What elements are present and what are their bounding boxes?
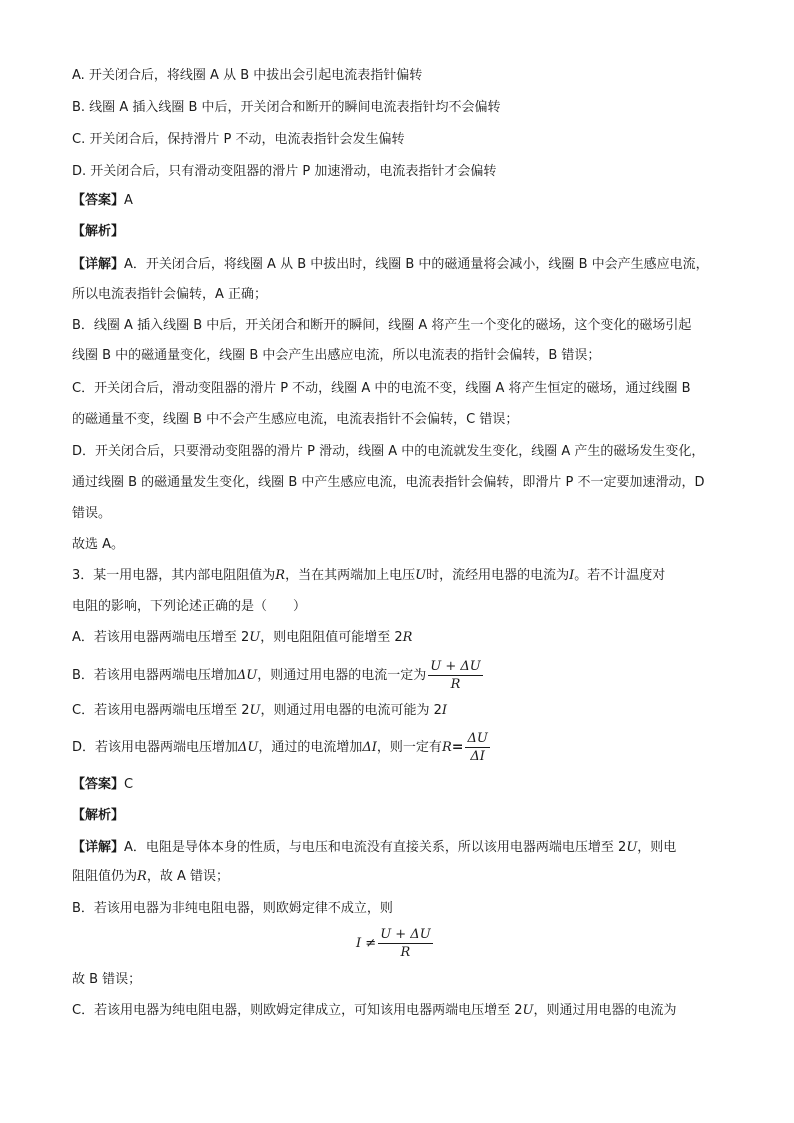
fraction-numerator: U + ΔU xyxy=(430,659,481,674)
var-r: R xyxy=(275,568,286,583)
answer-value: A xyxy=(124,193,133,208)
q3-option-a xyxy=(72,628,412,648)
option-text: ，则电阻阻值可能增至 2 xyxy=(260,630,403,645)
fraction-numerator: U + ΔU xyxy=(380,927,431,942)
var-r: R xyxy=(402,630,413,645)
delta-u: ΔU xyxy=(238,740,259,755)
fraction-denominator: ΔI xyxy=(470,749,485,764)
q2-detail-c-line1: C．开关闭合后，滑动变阻器的滑片 P 不动，线圈 A 中的电流不变，线圈 A 将产生恒定的磁场，通过线圈 B xyxy=(72,381,691,396)
q3-answer xyxy=(72,775,133,795)
q3-detail-a-line2 xyxy=(72,867,229,887)
detail-tag: 【详解】 xyxy=(72,257,125,272)
detail-text: C．若该用电器为纯电阻电器，则欧姆定律成立，可知该用电器两端电压增至 2 xyxy=(72,1003,523,1018)
var-i: I xyxy=(569,568,575,583)
var-u: U xyxy=(249,630,261,645)
option-text: ，则一定有 xyxy=(376,740,442,755)
stem-text: 。若不计温度对 xyxy=(574,568,666,583)
q3-stem-line1 xyxy=(72,566,665,586)
analysis-tag: 【解析】 xyxy=(72,224,125,239)
fraction-denominator: R xyxy=(400,945,411,960)
q3-option-b xyxy=(72,656,485,696)
option-text: C．若该用电器两端电压增至 2 xyxy=(72,703,250,718)
q2-analysis-heading xyxy=(72,222,124,242)
option-text: A．若该用电器两端电压增至 2 xyxy=(72,630,250,645)
option-text: ，则通过用电器的电流一定为 xyxy=(257,668,427,683)
q2-option-c: C. 开关闭合后，保持滑片 P 不动，电流表指针会发生偏转 xyxy=(72,132,405,147)
stem-text: ，当在其两端加上电压 xyxy=(285,568,416,583)
var-r: R xyxy=(441,740,452,755)
option-text: ，则通过用电器的电流可能为 2 xyxy=(260,703,442,718)
detail-text: A．开关闭合后，将线圈 A 从 B 中拔出时，线圈 B 中的磁通量将会减小，线圈 B 中会产生感应电流， xyxy=(124,257,709,272)
q2-detail-b-line1: B．线圈 A 插入线圈 B 中后，开关闭合和断开的瞬间，线圈 A 将产生一个变化的磁场，这个变化的磁场引起 xyxy=(72,318,692,333)
fraction-numerator: ΔU xyxy=(467,731,488,746)
detail-text: A．电阻是导体本身的性质，与电压和电流没有直接关系，所以该用电器两端电压增至 2 xyxy=(124,840,627,855)
q3-option-c xyxy=(72,701,447,721)
q2-conclusion: 故选 A。 xyxy=(72,537,125,552)
q2-detail-c-line2: 的磁通量不变，线圈 B 中不会产生感应电流，电流表指针不会偏转，C 错误； xyxy=(72,412,519,427)
fraction-u-plus-du-over-r xyxy=(428,658,482,693)
q3-detail-b-line1: B．若该用电器为非纯电阻电器，则欧姆定律不成立，则 xyxy=(72,901,393,916)
q2-detail-a-line1 xyxy=(72,255,709,275)
fraction-du-over-di xyxy=(465,730,489,765)
detail-text: ，则通过用电器的电流为 xyxy=(533,1003,677,1018)
var-u: U xyxy=(522,1003,534,1018)
stem-text: 时，流经用电器的电流为 xyxy=(426,568,570,583)
var-i: I xyxy=(356,936,362,951)
not-equal-sign: ≠ xyxy=(365,936,377,951)
q3-stem-line2: 电阻的影响，下列论述正确的是（ ） xyxy=(72,599,307,614)
answer-tag: 【答案】 xyxy=(72,777,125,792)
option-text: ，通过的电流增加 xyxy=(258,740,363,755)
q2-option-a: A. 开关闭合后，将线圈 A 从 B 中拔出会引起电流表指针偏转 xyxy=(72,68,423,83)
var-u: U xyxy=(415,568,427,583)
q3-detail-c-line1 xyxy=(72,1001,676,1021)
option-text: B．若该用电器两端电压增加 xyxy=(72,668,237,683)
q2-detail-d-line2: 通过线圈 B 的磁通量发生变化，线圈 B 中产生感应电流，电流表指针会偏转，即滑片 P 不一定要加速滑动，D xyxy=(72,475,705,490)
option-text: D．若该用电器两端电压增加 xyxy=(72,740,239,755)
detail-text: ，故 A 错误； xyxy=(146,869,229,884)
q3-option-d xyxy=(72,727,492,768)
var-i: I xyxy=(441,703,447,718)
q2-option-b: B. 线圈 A 插入线圈 B 中后，开关闭合和断开的瞬间电流表指针均不会偏转 xyxy=(72,100,501,115)
q2-detail-b-line2: 线圈 B 中的磁通量变化，线圈 B 中会产生出感应电流，所以电流表的指针会偏转，B 错误； xyxy=(72,348,601,363)
delta-u: ΔU xyxy=(236,668,258,683)
stem-text: 3．某一用电器，其内部电阻阻值为 xyxy=(72,568,276,583)
var-u: U xyxy=(626,840,638,855)
q2-detail-d-line3: 错误。 xyxy=(72,506,112,521)
fraction-u-plus-du-over-r xyxy=(378,926,432,961)
detail-text: ，则电 xyxy=(637,840,677,855)
q2-detail-d-line1: D．开关闭合后，只要滑动变阻器的滑片 P 滑动，线圈 A 中的电流就发生变化，线圈 A 产生的磁场发生变化， xyxy=(72,444,705,459)
answer-value: C xyxy=(124,777,134,792)
var-u: U xyxy=(249,703,261,718)
q2-option-d: D. 开关闭合后，只有滑动变阻器的滑片 P 加速滑动，电流表指针才会偏转 xyxy=(72,164,497,179)
q2-detail-a-line2: 所以电流表指针会偏转，A 正确； xyxy=(72,287,268,302)
q3-display-equation xyxy=(356,922,435,966)
q3-analysis-heading xyxy=(72,806,124,826)
detail-text: 阻阻值仍为 xyxy=(72,869,138,884)
q2-answer xyxy=(72,191,133,211)
fraction-denominator: R xyxy=(450,677,461,692)
var-r: R xyxy=(137,869,147,884)
delta-i: ΔI xyxy=(362,740,377,755)
q3-detail-b-line2: 故 B 错误； xyxy=(72,972,142,987)
answer-tag: 【答案】 xyxy=(72,193,125,208)
equals-sign: = xyxy=(451,739,464,755)
q3-detail-a-line1 xyxy=(72,838,676,858)
detail-tag: 【详解】 xyxy=(72,840,125,855)
analysis-tag: 【解析】 xyxy=(72,808,125,823)
